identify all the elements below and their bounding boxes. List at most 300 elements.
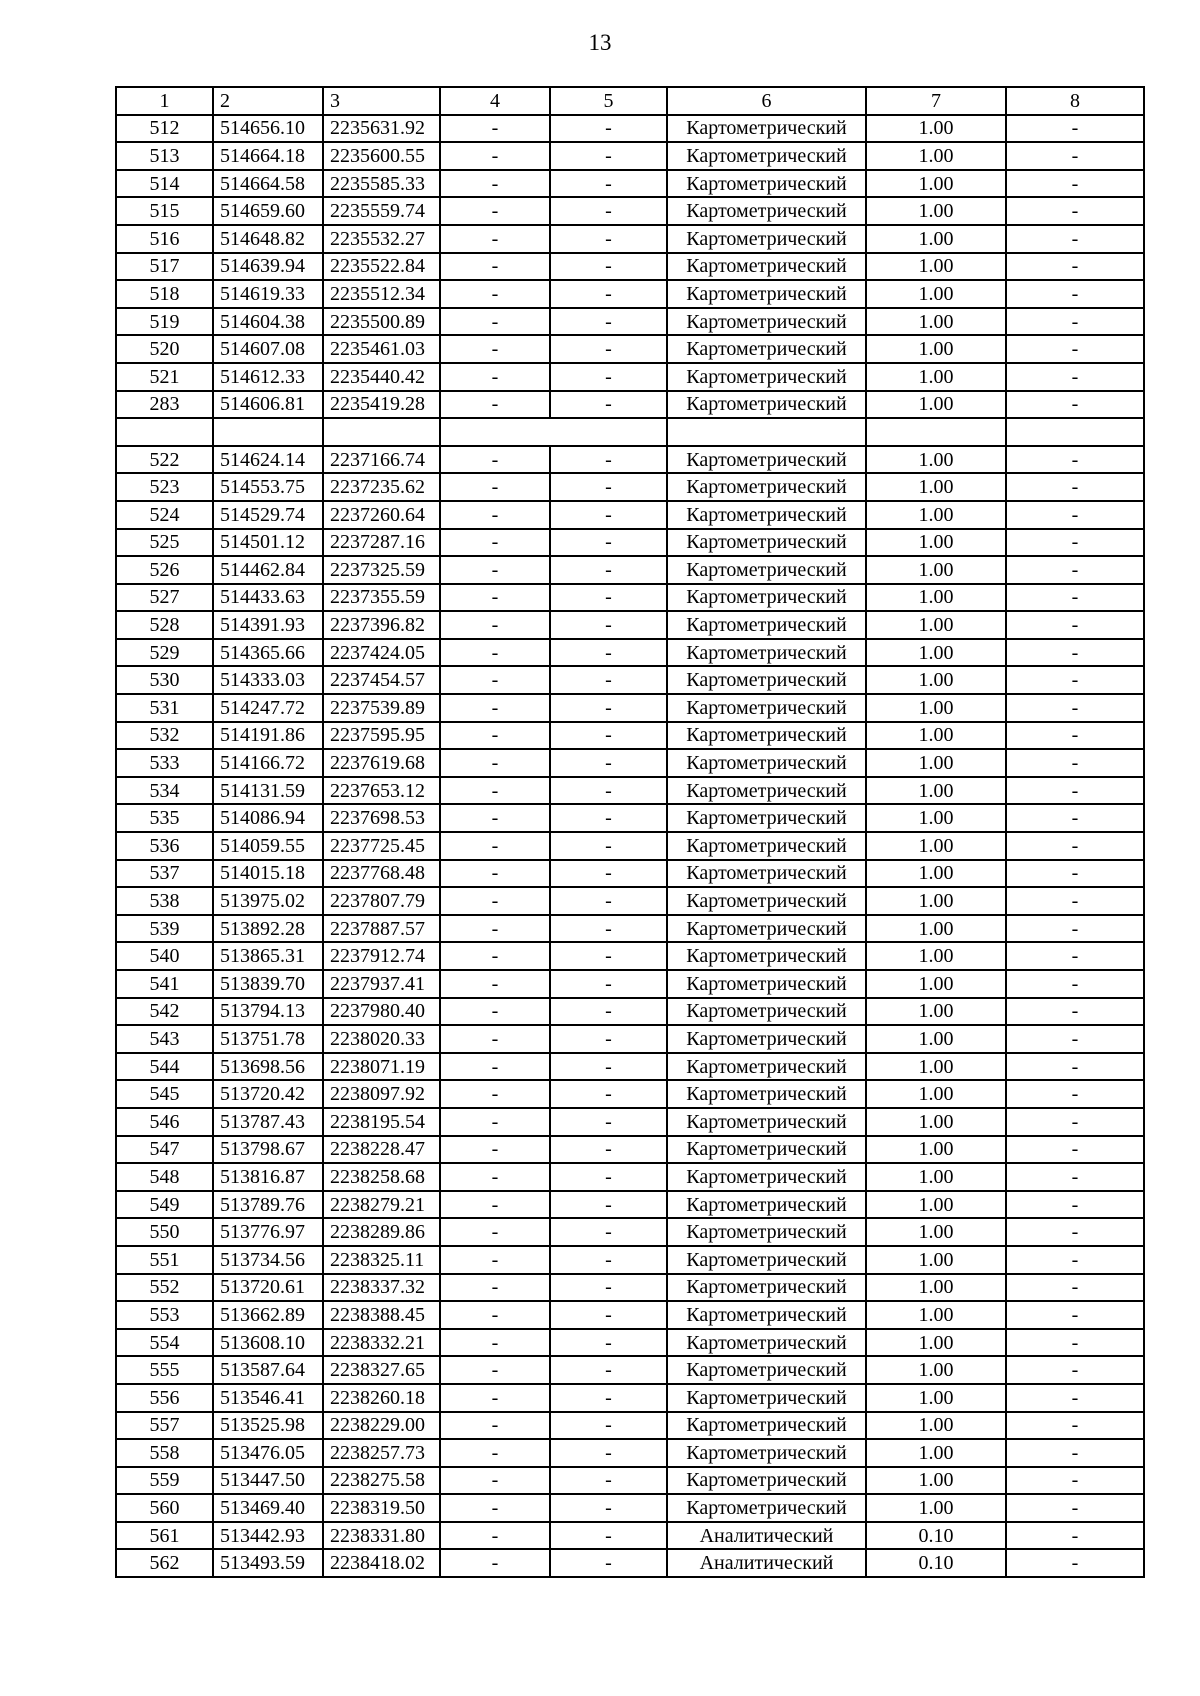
x-coordinate-cell: 513816.87 [213,1163,323,1191]
table-row [116,225,1144,253]
col4-cell: - [440,501,550,529]
col4-cell: - [440,335,550,363]
x-coordinate-cell: 513975.02 [213,887,323,915]
table-row [116,1246,1144,1274]
x-coordinate-cell: 513476.05 [213,1439,323,1467]
separator-row [116,418,1144,446]
page-number: 13 [588,30,612,55]
column-header: 3 [323,87,440,115]
point-number-cell: 520 [116,335,213,363]
table-row [116,722,1144,750]
method-cell: Картометрический [667,887,866,915]
table-row [116,1329,1144,1357]
col4-cell: - [440,1522,550,1550]
accuracy-cell: 1.00 [866,832,1006,860]
col8-cell: - [1006,391,1144,419]
table-row [116,584,1144,612]
method-cell: Картометрический [667,225,866,253]
col4-cell: - [440,666,550,694]
col8-cell: - [1006,280,1144,308]
col5-cell: - [550,556,667,584]
col4-cell: - [440,1439,550,1467]
point-number-cell: 525 [116,529,213,557]
y-coordinate-cell: 2235461.03 [323,335,440,363]
accuracy-cell: 1.00 [866,749,1006,777]
accuracy-cell: 1.00 [866,722,1006,750]
col8-cell: - [1006,1412,1144,1440]
table-row [116,335,1144,363]
table-row [116,804,1144,832]
empty-cell [213,418,323,446]
x-coordinate-cell: 514433.63 [213,584,323,612]
col8-cell: - [1006,142,1144,170]
method-cell: Картометрический [667,1246,866,1274]
empty-cell [440,418,667,446]
col5-cell: - [550,1163,667,1191]
method-cell: Картометрический [667,170,866,198]
point-number-cell: 283 [116,391,213,419]
point-number-cell: 531 [116,694,213,722]
x-coordinate-cell: 514604.38 [213,308,323,336]
col5-cell: - [550,1218,667,1246]
col4-cell: - [440,694,550,722]
col5-cell: - [550,473,667,501]
point-number-cell: 519 [116,308,213,336]
col8-cell: - [1006,860,1144,888]
empty-cell [1006,418,1144,446]
col8-cell: - [1006,225,1144,253]
x-coordinate-cell: 514607.08 [213,335,323,363]
accuracy-cell: 1.00 [866,170,1006,198]
table-row [116,1108,1144,1136]
col8-cell: - [1006,115,1144,143]
y-coordinate-cell: 2237619.68 [323,749,440,777]
table-row [116,1439,1144,1467]
method-cell: Картометрический [667,722,866,750]
col8-cell: - [1006,1163,1144,1191]
accuracy-cell: 1.00 [866,446,1006,474]
table-row [116,1494,1144,1522]
table-row [116,529,1144,557]
column-header: 7 [866,87,1006,115]
col8-cell: - [1006,777,1144,805]
col4-cell: - [440,1274,550,1302]
method-cell: Картометрический [667,777,866,805]
method-cell: Картометрический [667,639,866,667]
method-cell: Картометрический [667,197,866,225]
x-coordinate-cell: 514059.55 [213,832,323,860]
point-number-cell: 541 [116,970,213,998]
col5-cell: - [550,225,667,253]
col8-cell: - [1006,1329,1144,1357]
col5-cell: - [550,1301,667,1329]
col5-cell: - [550,308,667,336]
col4-cell: - [440,473,550,501]
col5-cell: - [550,1053,667,1081]
point-number-cell: 517 [116,253,213,281]
x-coordinate-cell: 514191.86 [213,722,323,750]
col5-cell: - [550,970,667,998]
method-cell: Картометрический [667,446,866,474]
table-row [116,1191,1144,1219]
col4-cell: - [440,611,550,639]
col5-cell: - [550,280,667,308]
x-coordinate-cell: 514086.94 [213,804,323,832]
col4-cell: - [440,970,550,998]
accuracy-cell: 1.00 [866,1301,1006,1329]
col8-cell: - [1006,197,1144,225]
col8-cell: - [1006,446,1144,474]
method-cell: Картометрический [667,1163,866,1191]
x-coordinate-cell: 514619.33 [213,280,323,308]
col8-cell: - [1006,363,1144,391]
col8-cell: - [1006,970,1144,998]
col5-cell: - [550,611,667,639]
y-coordinate-cell: 2235512.34 [323,280,440,308]
point-number-cell: 539 [116,915,213,943]
x-coordinate-cell: 514131.59 [213,777,323,805]
col5-cell: - [550,1246,667,1274]
table-row [116,970,1144,998]
col4-cell: - [440,363,550,391]
point-number-cell: 527 [116,584,213,612]
col4-cell: - [440,942,550,970]
col4-cell: - [440,1053,550,1081]
col8-cell: - [1006,804,1144,832]
col8-cell: - [1006,1274,1144,1302]
col4-cell: - [440,446,550,474]
col8-cell: - [1006,942,1144,970]
col4-cell: - [440,1108,550,1136]
x-coordinate-cell: 513798.67 [213,1136,323,1164]
x-coordinate-cell: 514606.81 [213,391,323,419]
method-cell: Картометрический [667,1025,866,1053]
col5-cell: - [550,1329,667,1357]
point-number-cell: 548 [116,1163,213,1191]
empty-cell [116,418,213,446]
col5-cell: - [550,529,667,557]
method-cell: Картометрический [667,142,866,170]
accuracy-cell: 1.00 [866,1274,1006,1302]
table-row [116,1080,1144,1108]
method-cell: Картометрический [667,1412,866,1440]
point-number-cell: 515 [116,197,213,225]
col5-cell: - [550,1467,667,1495]
accuracy-cell: 1.00 [866,1384,1006,1412]
y-coordinate-cell: 2238257.73 [323,1439,440,1467]
table-row [116,1549,1144,1577]
col5-cell: - [550,832,667,860]
table-row [116,1163,1144,1191]
col5-cell: - [550,142,667,170]
point-number-cell: 530 [116,666,213,694]
col5-cell: - [550,1191,667,1219]
y-coordinate-cell: 2238418.02 [323,1549,440,1577]
table-row [116,694,1144,722]
point-number-cell: 561 [116,1522,213,1550]
point-number-cell: 551 [116,1246,213,1274]
col4-cell: - [440,722,550,750]
accuracy-cell: 1.00 [866,915,1006,943]
col8-cell: - [1006,1467,1144,1495]
col4-cell: - [440,280,550,308]
col4-cell: - [440,1080,550,1108]
col4-cell: - [440,253,550,281]
col4-cell: - [440,115,550,143]
y-coordinate-cell: 2238331.80 [323,1522,440,1550]
accuracy-cell: 0.10 [866,1522,1006,1550]
point-number-cell: 536 [116,832,213,860]
method-cell: Аналитический [667,1522,866,1550]
col5-cell: - [550,253,667,281]
accuracy-cell: 1.00 [866,1467,1006,1495]
method-cell: Картометрический [667,998,866,1026]
accuracy-cell: 1.00 [866,942,1006,970]
method-cell: Картометрический [667,1136,866,1164]
col8-cell: - [1006,915,1144,943]
accuracy-cell: 1.00 [866,473,1006,501]
col4-cell: - [440,584,550,612]
col8-cell: - [1006,611,1144,639]
col4-cell: - [440,1218,550,1246]
point-number-cell: 538 [116,887,213,915]
y-coordinate-cell: 2237235.62 [323,473,440,501]
y-coordinate-cell: 2238289.86 [323,1218,440,1246]
x-coordinate-cell: 514462.84 [213,556,323,584]
table-row [116,887,1144,915]
col8-cell: - [1006,170,1144,198]
y-coordinate-cell: 2237539.89 [323,694,440,722]
x-coordinate-cell: 514247.72 [213,694,323,722]
accuracy-cell: 1.00 [866,197,1006,225]
col5-cell: - [550,1108,667,1136]
accuracy-cell: 1.00 [866,970,1006,998]
point-number-cell: 526 [116,556,213,584]
table-row [116,1301,1144,1329]
x-coordinate-cell: 513865.31 [213,942,323,970]
col8-cell: - [1006,1384,1144,1412]
accuracy-cell: 1.00 [866,804,1006,832]
x-coordinate-cell: 513776.97 [213,1218,323,1246]
y-coordinate-cell: 2238260.18 [323,1384,440,1412]
col8-cell: - [1006,556,1144,584]
point-number-cell: 547 [116,1136,213,1164]
point-number-cell: 528 [116,611,213,639]
method-cell: Картометрический [667,860,866,888]
col8-cell: - [1006,1218,1144,1246]
point-number-cell: 546 [116,1108,213,1136]
table-row [116,1218,1144,1246]
col8-cell: - [1006,584,1144,612]
y-coordinate-cell: 2235600.55 [323,142,440,170]
y-coordinate-cell: 2238319.50 [323,1494,440,1522]
col5-cell: - [550,584,667,612]
point-number-cell: 562 [116,1549,213,1577]
accuracy-cell: 1.00 [866,1494,1006,1522]
col8-cell: - [1006,1136,1144,1164]
x-coordinate-cell: 513720.61 [213,1274,323,1302]
method-cell: Картометрический [667,915,866,943]
method-cell: Картометрический [667,804,866,832]
method-cell: Картометрический [667,501,866,529]
col5-cell: - [550,777,667,805]
method-cell: Картометрический [667,1439,866,1467]
col5-cell: - [550,804,667,832]
point-number-cell: 512 [116,115,213,143]
col5-cell: - [550,1522,667,1550]
column-header: 2 [213,87,323,115]
col8-cell: - [1006,1080,1144,1108]
method-cell: Картометрический [667,1218,866,1246]
method-cell: Аналитический [667,1549,866,1577]
empty-cell [323,418,440,446]
col4-cell: - [440,1191,550,1219]
y-coordinate-cell: 2237355.59 [323,584,440,612]
y-coordinate-cell: 2238071.19 [323,1053,440,1081]
col4-cell: - [440,777,550,805]
x-coordinate-cell: 514391.93 [213,611,323,639]
x-coordinate-cell: 513839.70 [213,970,323,998]
y-coordinate-cell: 2238327.65 [323,1356,440,1384]
x-coordinate-cell: 513787.43 [213,1108,323,1136]
col8-cell: - [1006,998,1144,1026]
method-cell: Картометрический [667,1467,866,1495]
col5-cell: - [550,749,667,777]
table-row [116,501,1144,529]
table-row [116,363,1144,391]
point-number-cell: 553 [116,1301,213,1329]
point-number-cell: 534 [116,777,213,805]
accuracy-cell: 1.00 [866,115,1006,143]
col5-cell: - [550,335,667,363]
point-number-cell: 552 [116,1274,213,1302]
y-coordinate-cell: 2237768.48 [323,860,440,888]
table-row [116,749,1144,777]
x-coordinate-cell: 514166.72 [213,749,323,777]
accuracy-cell: 1.00 [866,1080,1006,1108]
col8-cell: - [1006,335,1144,363]
method-cell: Картометрический [667,1191,866,1219]
x-coordinate-cell: 514656.10 [213,115,323,143]
table-row [116,942,1144,970]
col8-cell: - [1006,887,1144,915]
column-header: 1 [116,87,213,115]
y-coordinate-cell: 2235500.89 [323,308,440,336]
col5-cell: - [550,170,667,198]
col8-cell: - [1006,1246,1144,1274]
y-coordinate-cell: 2238388.45 [323,1301,440,1329]
col5-cell: - [550,391,667,419]
y-coordinate-cell: 2235559.74 [323,197,440,225]
col5-cell: - [550,887,667,915]
col4-cell: - [440,529,550,557]
table-row [116,998,1144,1026]
method-cell: Картометрический [667,529,866,557]
col5-cell: - [550,1412,667,1440]
column-header: 4 [440,87,550,115]
col5-cell: - [550,1025,667,1053]
y-coordinate-cell: 2237653.12 [323,777,440,805]
x-coordinate-cell: 513892.28 [213,915,323,943]
point-number-cell: 521 [116,363,213,391]
point-number-cell: 543 [116,1025,213,1053]
accuracy-cell: 1.00 [866,694,1006,722]
col4-cell: - [440,225,550,253]
accuracy-cell: 1.00 [866,556,1006,584]
y-coordinate-cell: 2238275.58 [323,1467,440,1495]
accuracy-cell: 1.00 [866,1329,1006,1357]
method-cell: Картометрический [667,1494,866,1522]
accuracy-cell: 1.00 [866,280,1006,308]
col8-cell: - [1006,1549,1144,1577]
col4-cell: - [440,1246,550,1274]
col5-cell: - [550,1080,667,1108]
y-coordinate-cell: 2237595.95 [323,722,440,750]
col8-cell: - [1006,1522,1144,1550]
table-row [116,1522,1144,1550]
table-row [116,170,1144,198]
empty-cell [667,418,866,446]
y-coordinate-cell: 2237937.41 [323,970,440,998]
accuracy-cell: 1.00 [866,639,1006,667]
x-coordinate-cell: 513546.41 [213,1384,323,1412]
table-row [116,777,1144,805]
col4-cell: - [440,860,550,888]
col5-cell: - [550,860,667,888]
col5-cell: - [550,115,667,143]
col8-cell: - [1006,1356,1144,1384]
table-row [116,1053,1144,1081]
table-row [116,915,1144,943]
y-coordinate-cell: 2238195.54 [323,1108,440,1136]
accuracy-cell: 1.00 [866,1053,1006,1081]
y-coordinate-cell: 2237912.74 [323,942,440,970]
y-coordinate-cell: 2237698.53 [323,804,440,832]
x-coordinate-cell: 513794.13 [213,998,323,1026]
point-number-cell: 550 [116,1218,213,1246]
col4-cell: - [440,1549,550,1577]
x-coordinate-cell: 514664.58 [213,170,323,198]
x-coordinate-cell: 514659.60 [213,197,323,225]
y-coordinate-cell: 2237454.57 [323,666,440,694]
col8-cell: - [1006,501,1144,529]
point-number-cell: 537 [116,860,213,888]
point-number-cell: 513 [116,142,213,170]
y-coordinate-cell: 2237260.64 [323,501,440,529]
col4-cell: - [440,1356,550,1384]
accuracy-cell: 1.00 [866,1191,1006,1219]
y-coordinate-cell: 2238228.47 [323,1136,440,1164]
y-coordinate-cell: 2238097.92 [323,1080,440,1108]
y-coordinate-cell: 2235440.42 [323,363,440,391]
col4-cell: - [440,1494,550,1522]
accuracy-cell: 1.00 [866,584,1006,612]
col4-cell: - [440,308,550,336]
col5-cell: - [550,915,667,943]
table-row [116,1356,1144,1384]
col5-cell: - [550,1136,667,1164]
col8-cell: - [1006,722,1144,750]
accuracy-cell: 1.00 [866,1439,1006,1467]
table-row [116,115,1144,143]
table-row [116,666,1144,694]
y-coordinate-cell: 2235419.28 [323,391,440,419]
table-row [116,860,1144,888]
coordinates-table [115,86,1145,1578]
method-cell: Картометрический [667,1080,866,1108]
accuracy-cell: 1.00 [866,1356,1006,1384]
method-cell: Картометрический [667,115,866,143]
